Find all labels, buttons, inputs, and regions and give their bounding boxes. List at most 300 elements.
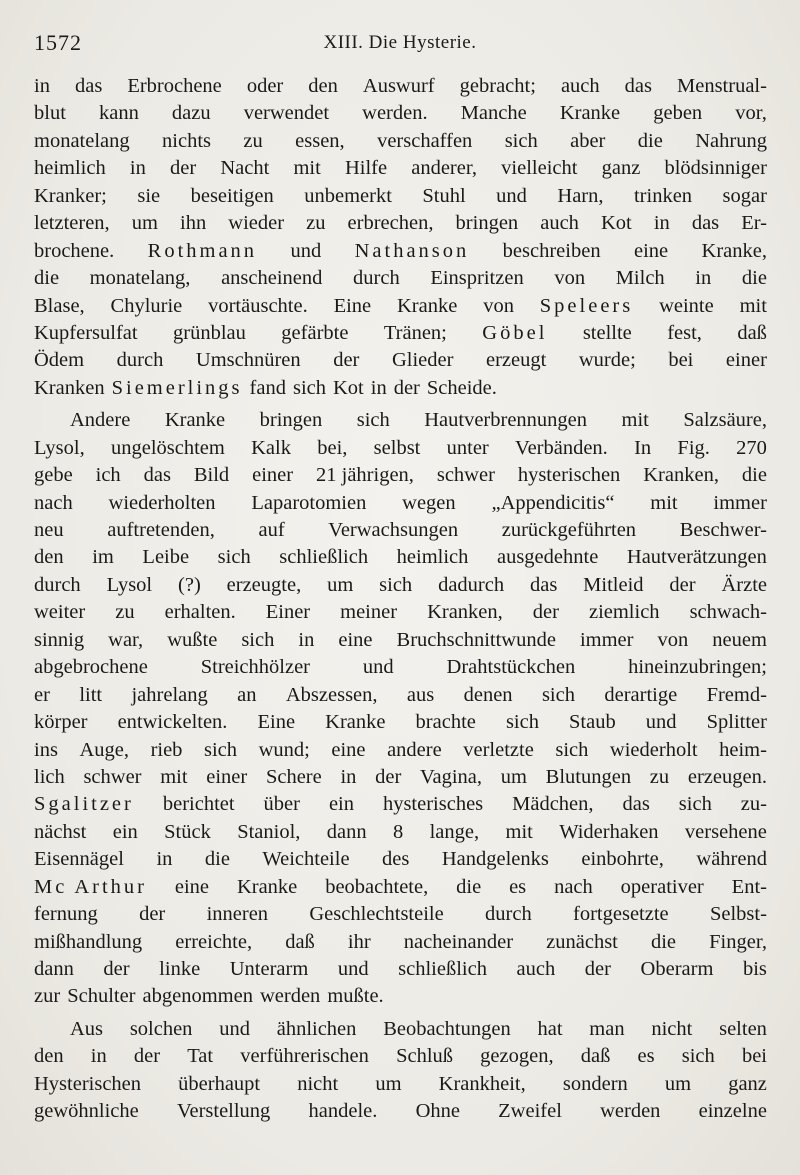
word: gebe [34, 464, 73, 487]
word: In [634, 436, 652, 459]
word: inneren [206, 903, 269, 926]
text-line [34, 627, 767, 654]
text-line [34, 929, 767, 956]
word: Verbänden. [515, 436, 608, 459]
word: erbrechen, [347, 212, 434, 235]
word: versehene [684, 820, 767, 843]
word: körper [34, 711, 88, 734]
word: Mitleid [583, 573, 644, 596]
word: Fremd- [706, 683, 767, 706]
word: 21 jährigen, [316, 464, 414, 487]
word: den [34, 546, 64, 569]
word: wegen [402, 491, 456, 514]
word: verwendet [243, 102, 330, 125]
text-line [34, 155, 767, 182]
word: die [637, 129, 663, 152]
word: um [375, 1072, 402, 1095]
word: Kot [601, 212, 632, 235]
word: Tränen; [383, 321, 447, 344]
word: handele. [308, 1100, 378, 1123]
word: Menstrual- [677, 75, 767, 97]
word: Weichteile [262, 848, 350, 871]
word: Eine [257, 711, 296, 734]
text-line [34, 544, 767, 571]
word: in [370, 376, 387, 399]
word: Drahtstückchen [446, 656, 576, 679]
word: in [695, 267, 712, 290]
word: fortgesetzte [573, 903, 669, 926]
word: Beobachtungen [383, 1017, 511, 1040]
text-line [34, 375, 767, 402]
word: der [532, 601, 559, 624]
word: (?) [178, 573, 201, 596]
word: man [589, 1017, 625, 1040]
word: Kranke [236, 875, 298, 898]
word: neu [34, 519, 64, 541]
word: ungelöschtem [110, 436, 225, 459]
word: Ent- [731, 875, 767, 898]
word: Kranker; [34, 184, 107, 207]
word: einer [725, 349, 767, 372]
word: trinken [633, 184, 693, 207]
word: blödsinniger [664, 157, 767, 180]
text-line [34, 572, 767, 599]
word: das [143, 464, 171, 487]
word: gezogen, [480, 1045, 554, 1068]
word: abgenommen [142, 985, 253, 1008]
word: weiter [34, 601, 86, 624]
word: um [131, 212, 158, 235]
word: Hilfe [344, 157, 388, 180]
word: blut [34, 102, 66, 125]
word: sondern [562, 1072, 628, 1095]
word: 270 [736, 436, 767, 459]
text-line [34, 183, 767, 210]
word: und [645, 711, 677, 734]
word: er [34, 683, 50, 706]
word: durch [116, 349, 164, 372]
word: denen [463, 683, 513, 706]
word: derartige [604, 683, 678, 706]
text-line [34, 462, 767, 489]
text-line [34, 1071, 767, 1098]
word: sich [505, 711, 539, 734]
word: Staub [569, 711, 616, 734]
word: im [92, 546, 114, 569]
word: Mc Arthur [34, 875, 147, 898]
word: neuem [712, 628, 767, 651]
word: Handgelenks [441, 848, 549, 871]
word: Ödem [34, 349, 85, 372]
word: weinte [659, 294, 714, 317]
word: aber [570, 129, 606, 152]
text-line [34, 347, 767, 374]
word: und [337, 958, 369, 980]
word: schließlich [398, 958, 487, 980]
word: fand [249, 376, 286, 399]
word: in [34, 75, 50, 97]
word: berichtet [162, 793, 235, 816]
word: zunächst [546, 930, 618, 953]
word: hysterischen [517, 464, 621, 487]
word: brochene. [34, 239, 115, 262]
running-head: XIII. Die Hysterie. [323, 32, 477, 53]
word: mit [160, 765, 188, 788]
word: Andere [70, 409, 131, 432]
word: ein [112, 820, 138, 843]
word: das [691, 212, 720, 235]
word: entwickelten. [117, 711, 228, 734]
word: wußte [167, 628, 218, 651]
word: Manche [460, 102, 527, 125]
word: geben [653, 102, 703, 125]
word: sich [217, 546, 251, 569]
word: auch [540, 212, 579, 235]
word: den [34, 1045, 64, 1068]
word: linke [159, 958, 201, 980]
word: erzeugen. [687, 765, 767, 788]
word: in [156, 848, 173, 871]
word: hat [537, 1017, 563, 1040]
word: wund; [258, 738, 310, 761]
word: beseitigen [190, 184, 274, 207]
word: zu [306, 212, 326, 235]
word: ähnlichen [276, 1017, 357, 1040]
word: ihn [180, 212, 207, 235]
text-line [34, 100, 767, 127]
page-number: 1572 [34, 30, 82, 55]
word: beschreiben [502, 239, 601, 262]
word: Selbst- [709, 903, 767, 926]
word: ihr [347, 930, 371, 953]
word: Geschlechtsteile [309, 903, 444, 926]
word: Verstellung [176, 1100, 271, 1123]
word: heim- [719, 738, 767, 761]
word: Schere [265, 765, 322, 788]
word: ich [95, 464, 121, 487]
word: Mädchen, [512, 793, 594, 816]
word: mit [739, 294, 767, 317]
word: vortäuschte. [208, 294, 308, 317]
word: bringen [259, 409, 323, 432]
word: Kranken, [427, 601, 503, 624]
word: erzeugte, [226, 573, 302, 596]
body-text [34, 73, 767, 1126]
word: 8 [393, 820, 404, 843]
word: Finger, [709, 930, 767, 953]
word: Fig. [677, 436, 710, 459]
word: sogar [722, 184, 767, 207]
text-line [34, 764, 767, 791]
text-line [34, 517, 767, 544]
word: in [653, 212, 670, 235]
word: eine [174, 875, 210, 898]
text-line [34, 265, 767, 292]
word: Kranken [34, 376, 105, 399]
word: wiederholt [609, 738, 698, 761]
word: Lysol, [34, 436, 85, 459]
word: Auswurf [362, 75, 435, 97]
word: erhalten. [164, 601, 236, 624]
word: der [333, 349, 360, 372]
word: bei [741, 1045, 767, 1068]
text-line [34, 901, 767, 928]
word: meiner [340, 601, 398, 624]
word: das [529, 573, 558, 596]
word: Kupfersulfat [34, 321, 138, 344]
word: Abszessen, [285, 683, 378, 706]
text-line [34, 599, 767, 626]
word: erreichte, [175, 930, 253, 953]
word: mißhandlung [34, 930, 143, 953]
word: Er- [741, 212, 767, 235]
word: nicht [651, 1017, 693, 1040]
word: Glieder [391, 349, 454, 372]
word: mit [505, 820, 533, 843]
word: von [657, 628, 689, 651]
word: mit [293, 157, 321, 180]
word: operativer [620, 875, 704, 898]
word: es [509, 875, 527, 898]
word: die [741, 267, 767, 290]
word: in [90, 1045, 107, 1068]
word: nicht [297, 1072, 339, 1095]
word: Milch [615, 267, 665, 290]
text-line [34, 791, 767, 818]
word: und [362, 656, 394, 679]
word: solchen [129, 1017, 193, 1040]
word: Eine [333, 294, 372, 317]
word: verletzte [463, 738, 534, 761]
word: ein [328, 793, 354, 816]
word: ziemlich [588, 601, 660, 624]
word: sich [681, 1045, 715, 1068]
word: an [237, 683, 257, 706]
word: Hysterischen [34, 1072, 142, 1095]
word: von [483, 294, 514, 317]
word: beobachtete, [325, 875, 429, 898]
word: „Appendicitis“ [491, 491, 615, 514]
word: anderer, [411, 157, 477, 180]
word: gewöhnliche [34, 1100, 139, 1123]
word: das [74, 75, 103, 97]
word: Vagina, [419, 765, 483, 788]
word: werden [259, 985, 321, 1008]
word: Kalk [251, 436, 291, 459]
word: fernung [34, 903, 98, 926]
word: immer [579, 628, 634, 651]
word: zu [115, 601, 135, 624]
word: daß [285, 930, 315, 953]
text-line [34, 983, 767, 1010]
word: Kranke [164, 409, 226, 432]
word: Sgalitzer [34, 793, 134, 816]
word: Chylurie [110, 294, 183, 317]
word: bei [668, 349, 694, 372]
word: durch [353, 267, 400, 290]
text-line [34, 737, 767, 764]
word: nächst [34, 820, 87, 843]
word: lich [34, 765, 65, 788]
text-line [34, 407, 767, 434]
word: Lysol [106, 573, 153, 596]
word: der [139, 903, 166, 926]
word: zu [649, 765, 670, 788]
word: hysterisches [382, 793, 484, 816]
text-line [34, 1098, 767, 1125]
word: eine [331, 738, 366, 761]
word: das [624, 75, 652, 97]
word: brachte [415, 711, 476, 734]
word: um [500, 765, 527, 788]
word: Kot [333, 376, 364, 399]
text-line [34, 956, 767, 983]
word: werden. [362, 102, 428, 125]
word: bringen [455, 212, 519, 235]
word: und [219, 1017, 250, 1040]
word: Leibe [142, 546, 190, 569]
word: sinnig [34, 628, 85, 651]
word: selten [719, 1017, 767, 1040]
word: die [741, 464, 767, 487]
word: bis [742, 958, 767, 980]
word: schwach- [689, 601, 767, 624]
word: sie [137, 184, 161, 207]
word: sich [379, 573, 413, 596]
word: zu- [740, 793, 767, 816]
word: während [696, 848, 767, 871]
word: Siemerlings [111, 376, 243, 399]
text-line [34, 73, 767, 100]
word: die [456, 875, 482, 898]
word: durch [485, 903, 532, 926]
word: schwer [436, 464, 495, 487]
word: Eisennägel [34, 848, 124, 871]
word: rieb [150, 738, 183, 761]
word: zur [34, 985, 61, 1008]
word: Oberarm [640, 958, 714, 980]
word: um [664, 1072, 692, 1095]
word: Speleers [539, 294, 634, 317]
word: um [327, 573, 354, 596]
word: aus [406, 683, 435, 706]
word: Auge, [79, 738, 130, 761]
word: es [637, 1045, 655, 1068]
text-line [34, 435, 767, 462]
word: einbohrte, [581, 848, 664, 871]
word: sich [555, 738, 589, 761]
word: in [340, 765, 357, 788]
text-line [34, 819, 767, 846]
word: den [308, 75, 338, 97]
word: auftretenden, [107, 519, 215, 541]
word: dadurch [438, 573, 505, 596]
word: sich [241, 628, 275, 651]
word: daß [737, 321, 767, 344]
word: bei, [317, 436, 348, 459]
word: essen, [295, 129, 345, 152]
word: dann [326, 820, 367, 843]
word: dazu [171, 102, 211, 125]
word: werden [600, 1100, 661, 1123]
word: jahrelang [131, 683, 208, 706]
word: Blase, [34, 294, 85, 317]
word: wieder [228, 212, 285, 235]
word: Umschnüren [195, 349, 301, 372]
word: Salzsäure, [683, 409, 767, 432]
word: der [170, 157, 197, 180]
word: ins [34, 738, 58, 761]
word: wurde; [578, 349, 636, 372]
word: monatelang [34, 129, 130, 152]
word: mußte. [327, 985, 384, 1008]
word: sich [356, 409, 390, 432]
word: gebracht; [459, 75, 536, 97]
word: auch [516, 958, 556, 980]
word: unter [446, 436, 489, 459]
word: Nacht [220, 157, 270, 180]
word: vielleicht [501, 157, 578, 180]
word: Widerhaken [559, 820, 659, 843]
word: zurückgeführten [501, 519, 637, 541]
word: Stuhl [422, 184, 466, 207]
word: Kranke [397, 294, 458, 317]
word: auf [258, 519, 285, 541]
text-line [34, 1043, 767, 1070]
text-line [34, 210, 767, 237]
word: in [298, 628, 315, 651]
word: verschaffen [377, 129, 473, 152]
word: der [669, 573, 696, 596]
word: Scheide. [426, 376, 497, 399]
word: sich [541, 683, 575, 706]
word: von [554, 267, 586, 290]
word: Kranke, [701, 239, 767, 262]
word: Erbrochene [127, 75, 222, 97]
word: Bruchschnittwunde [396, 628, 556, 651]
word: Hautverbrennungen [424, 409, 588, 432]
word: sich [678, 793, 712, 816]
word: Staniol, [237, 820, 301, 843]
text-line [34, 490, 767, 517]
word: Nathanson [354, 239, 470, 262]
word: der [375, 765, 402, 788]
word: der [393, 376, 420, 399]
word: mit [621, 409, 649, 432]
word: in [129, 157, 146, 180]
text-line [34, 846, 767, 873]
word: auch [560, 75, 600, 97]
word: mit [650, 491, 678, 514]
word: Rothmann [147, 239, 258, 262]
word: immer [713, 491, 767, 514]
word: anscheinend [221, 267, 323, 290]
word: schwer [83, 765, 142, 788]
word: gefärbte [281, 321, 349, 344]
word: dann [34, 958, 74, 980]
word: und [290, 239, 322, 262]
word: verführerischen [240, 1045, 369, 1068]
word: Bild [193, 464, 230, 487]
word: zu [243, 129, 263, 152]
word: sich [292, 376, 326, 399]
word: hineinzubringen; [628, 656, 767, 679]
word: Krankheit, [438, 1072, 526, 1095]
word: Hautverätzungen [626, 546, 767, 569]
word: Stück [164, 820, 211, 843]
word: Splitter [706, 711, 767, 734]
word: Harn, [557, 184, 604, 207]
